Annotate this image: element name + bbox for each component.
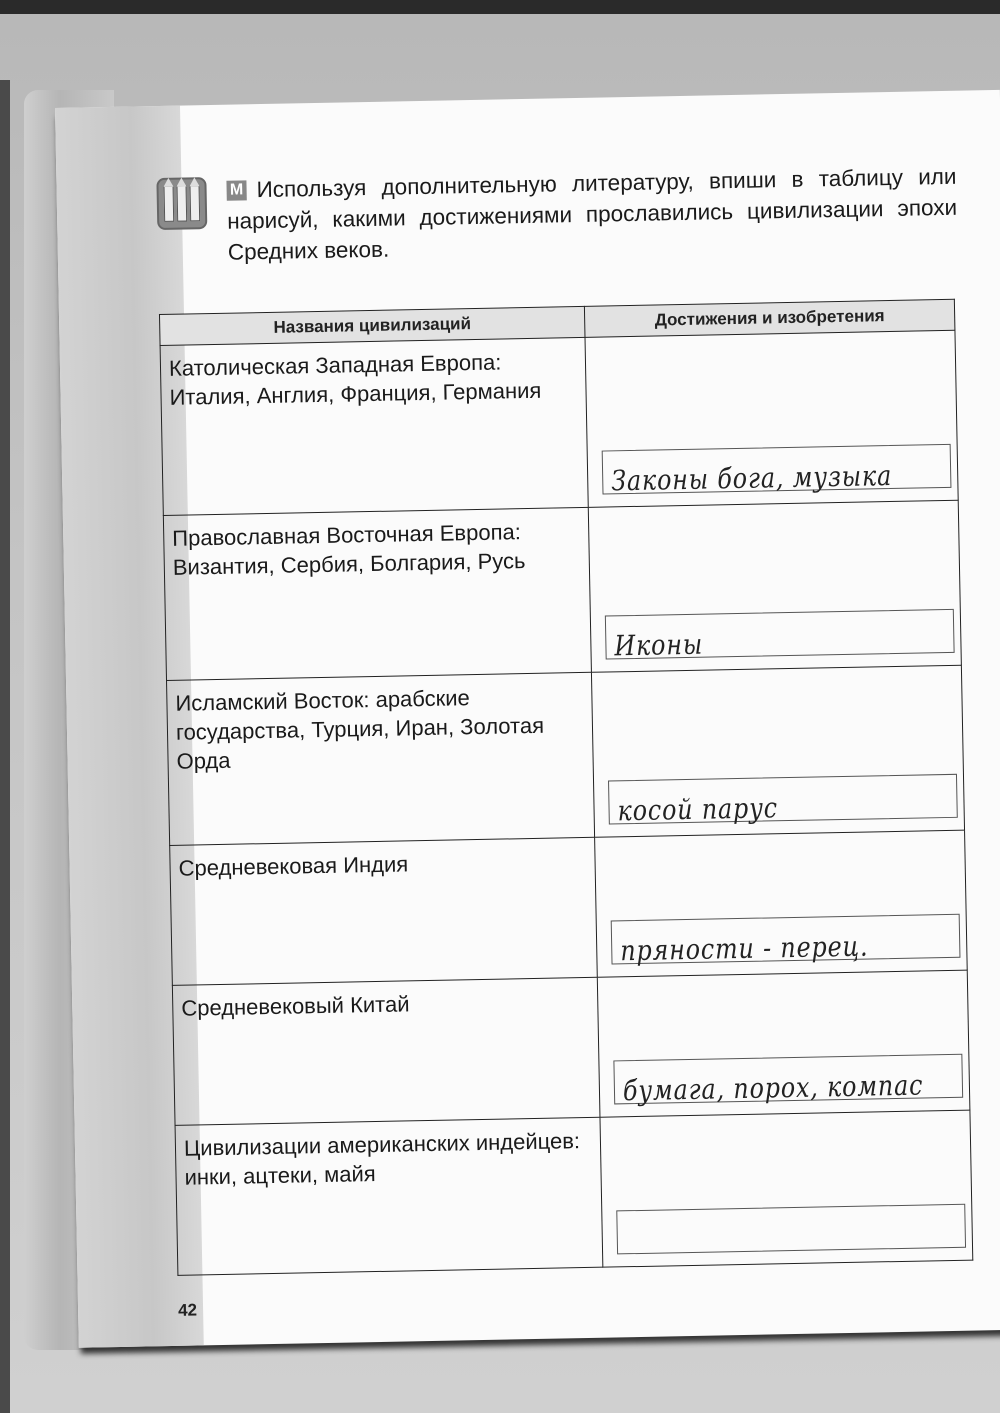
answer-field[interactable]: [608, 774, 958, 828]
civilization-name: Средневековый Китай: [172, 977, 600, 1125]
civilization-name: Католическая Западная Европа: Италия, Англия, Франция, Германия: [160, 337, 588, 515]
handwritten-answer: бумага, порох, компас: [622, 1068, 924, 1108]
answer-field[interactable]: [616, 1204, 966, 1255]
scan-top-edge: [0, 0, 1000, 14]
table-row: [160, 330, 958, 515]
handwritten-answer: Законы бога, музыка: [610, 459, 893, 498]
column-header-names: Названия цивилизаций: [159, 306, 585, 345]
answer-field[interactable]: [605, 609, 955, 663]
column-header-achievements: Достижения и изобретения: [584, 299, 955, 337]
handwritten-answer: пряности - перец.: [619, 929, 869, 968]
task-badge: М: [226, 180, 246, 200]
achievement-cell: [585, 330, 958, 507]
answer-field[interactable]: [602, 444, 952, 498]
answer-field[interactable]: [611, 914, 961, 968]
scan-left-edge: [0, 80, 10, 1413]
table-row: [172, 970, 970, 1125]
achievement-cell: [597, 970, 970, 1117]
civilization-name: Цивилизации американских индейцев: инки, ацтеки, майя: [175, 1117, 603, 1275]
pencil-icon: [189, 185, 200, 221]
civilization-name: Средневековая Индия: [170, 837, 598, 985]
civilization-name: Православная Восточная Европа: Византия, Сербия, Болгария, Русь: [163, 507, 591, 680]
civilizations-table: [159, 299, 973, 1276]
achievement-cell: [588, 500, 961, 672]
pencil-icon: [176, 185, 187, 221]
workbook-page: [55, 90, 1000, 1348]
achievement-cell: [591, 665, 964, 837]
answer-field[interactable]: [613, 1054, 963, 1108]
table-row: [170, 830, 968, 985]
table-row: [175, 1110, 973, 1275]
achievement-cell: [595, 830, 968, 977]
pencils-icon: [156, 177, 207, 230]
table-row: [163, 500, 961, 680]
civilization-name: Исламский Восток: арабские государства, Турция, Иран, Золотая Орда: [167, 672, 595, 845]
page-number: 42: [177, 1300, 198, 1320]
table-row: [167, 665, 965, 845]
pencil-icon: [164, 186, 175, 222]
handwritten-answer: косой парус: [617, 791, 779, 828]
task-instruction: Используя дополнительную литературу, впиши в таблицу или нарисуй, какими достижениями прославились цивилизации эпохи Средних веков.: [226, 163, 958, 265]
achievement-cell: [600, 1110, 973, 1267]
handwritten-answer: Иконы: [614, 627, 704, 663]
